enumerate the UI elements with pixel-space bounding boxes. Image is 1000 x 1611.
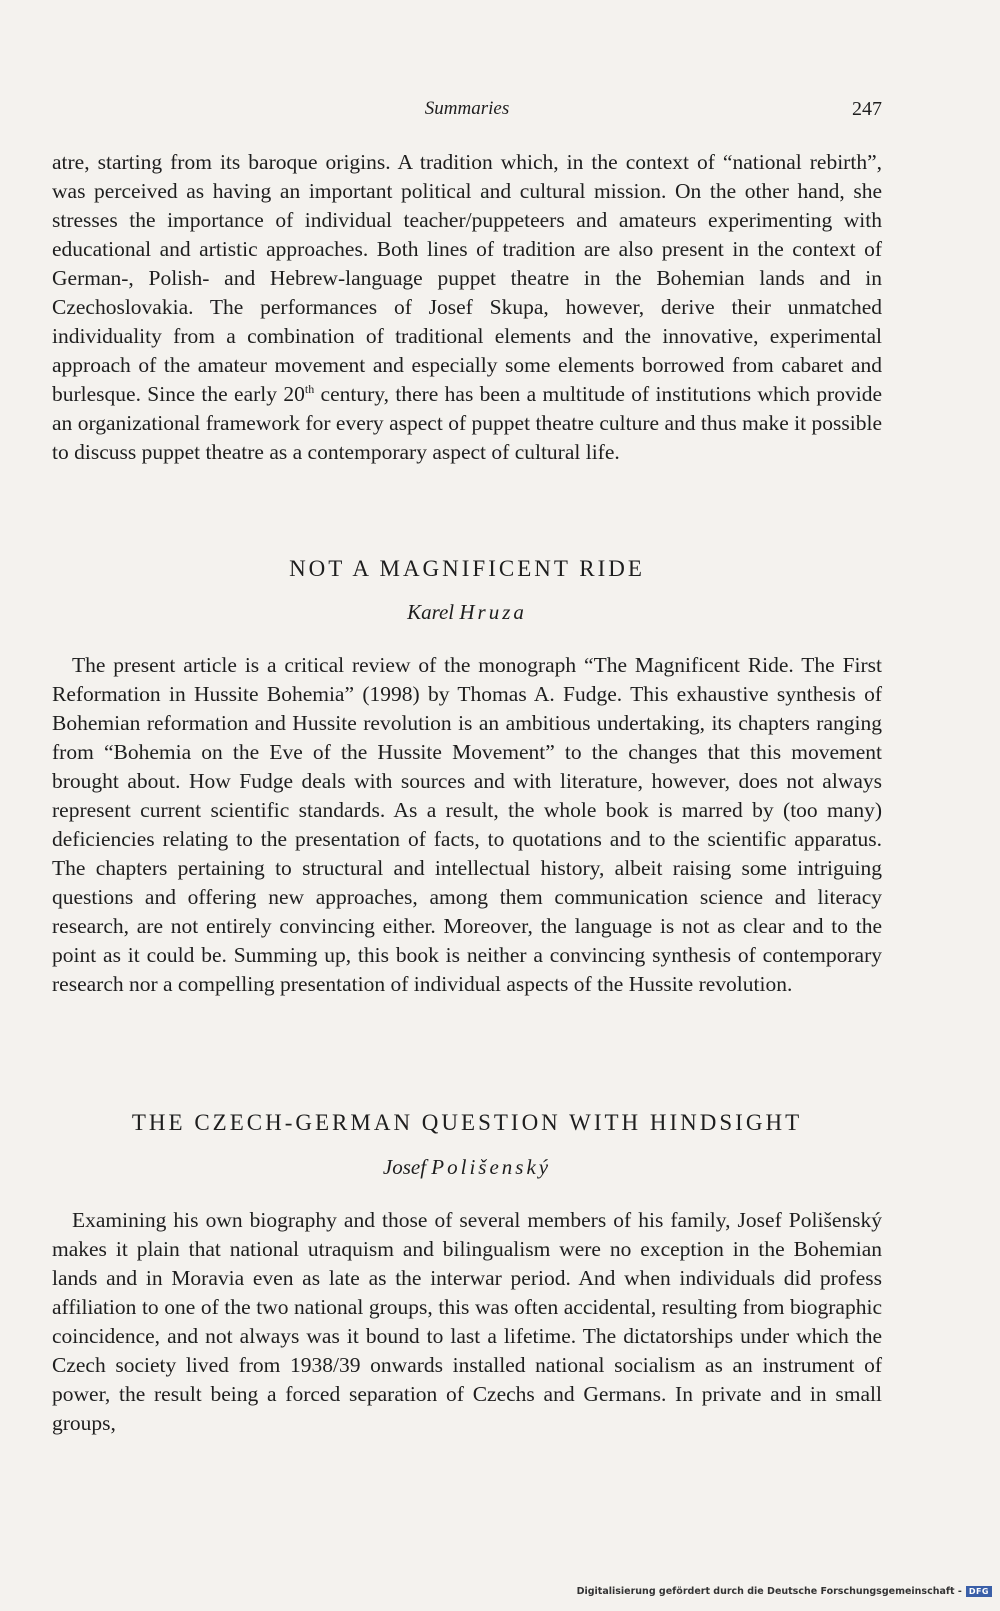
- author-surname-1: Hruza: [459, 600, 527, 624]
- author-first-name-2: Josef: [382, 1155, 427, 1179]
- page-number: 247: [852, 98, 882, 120]
- author-first-name-1: Karel: [407, 600, 455, 624]
- section-text-1: The present article is a critical review of the monograph “The Magnificent Ride. The First Reformation in Hussite Bohemia” (1998) by Thomas A. Fudge. This exhaustive synthesis of Bohemian reformation and Hussite revolution is an ambitious undertaking, its chapters ranging from “Bohemia on the Eve of the Hussite Movement” to the changes that this movement brought about. How Fudge deals with sources and with literature, however, does not always represent current scientific standards. As a result, the whole book is marred by (too many) deficiencies relating to the presentation of facts, to quotations and to the scientific apparatus. The chapters pertaining to structural and intellectual history, albeit raising some intriguing questions and offering new approaches, among them communication science and literacy research, are not entirely convincing either. Moreover, the language is not as clear and to the point as it could be. Summing up, this book is neither a convincing synthesis of contemporary research nor a compelling presentation of individual aspects of the Hussite revolution.: [52, 653, 882, 996]
- footer-text: Digitalisierung gefördert durch die Deutsche Forschungsgemeinschaft -: [576, 1586, 962, 1597]
- section-title-1: NOT A MAGNIFICENT RIDE: [289, 556, 645, 581]
- section-text-2: Examining his own biography and those of several members of his family, Josef Polišenský makes it plain that national utraquism and bilingualism were no exception in the Bohemian lands and in Moravia even as late as the interwar period. And when individuals did profess affiliation to one of the two national groups, this was often accidental, resulting from biographic coincidence, and not always was it bound to last a lifetime. The dictatorships under which the Czech society lived from 1938/39 onwards installed national socialism as an instrument of power, the result being a forced separation of Czechs and Germans. In private and in small groups,: [52, 1208, 882, 1435]
- section-author-2: [52, 1155, 882, 1180]
- section-title-2: THE CZECH-GERMAN QUESTION WITH HINDSIGHT: [131, 1110, 803, 1135]
- continuation-paragraph: [52, 148, 882, 467]
- ordinal-superscript: th: [304, 381, 315, 396]
- continuation-text-2: century, there has been a multitude of institutions which provide an organizational framework for every aspect of puppet theatre culture and thus make it possible to discuss puppet theatre as a contemporary aspect of cultural life.: [52, 382, 882, 464]
- section-author-1: [52, 600, 882, 625]
- digitization-footer: [577, 1586, 992, 1597]
- running-header: [52, 98, 882, 124]
- running-title: Summaries: [424, 98, 510, 119]
- author-surname-2: Polišenský: [431, 1155, 552, 1179]
- continuation-text-1: atre, starting from its baroque origins. A tradition which, in the context of “national rebirth”, was perceived as having an important political and cultural mission. On the other hand, she stresses the importance of individual teacher/puppeteers and amateurs experimenting with educational and artistic approaches. Both lines of tradition are also present in the context of German-, Polish- and Hebrew-language puppet theatre in the Bohemian lands and in Czechoslovakia. The performances of Josef Skupa, however, derive their unmatched individuality from a combination of traditional elements and the innovative, experimental approach of the amateur movement and especially some elements borrowed from cabaret and burlesque. Since the early 20: [52, 150, 882, 406]
- page: [52, 0, 882, 1611]
- dfg-logo: DFG: [966, 1586, 992, 1597]
